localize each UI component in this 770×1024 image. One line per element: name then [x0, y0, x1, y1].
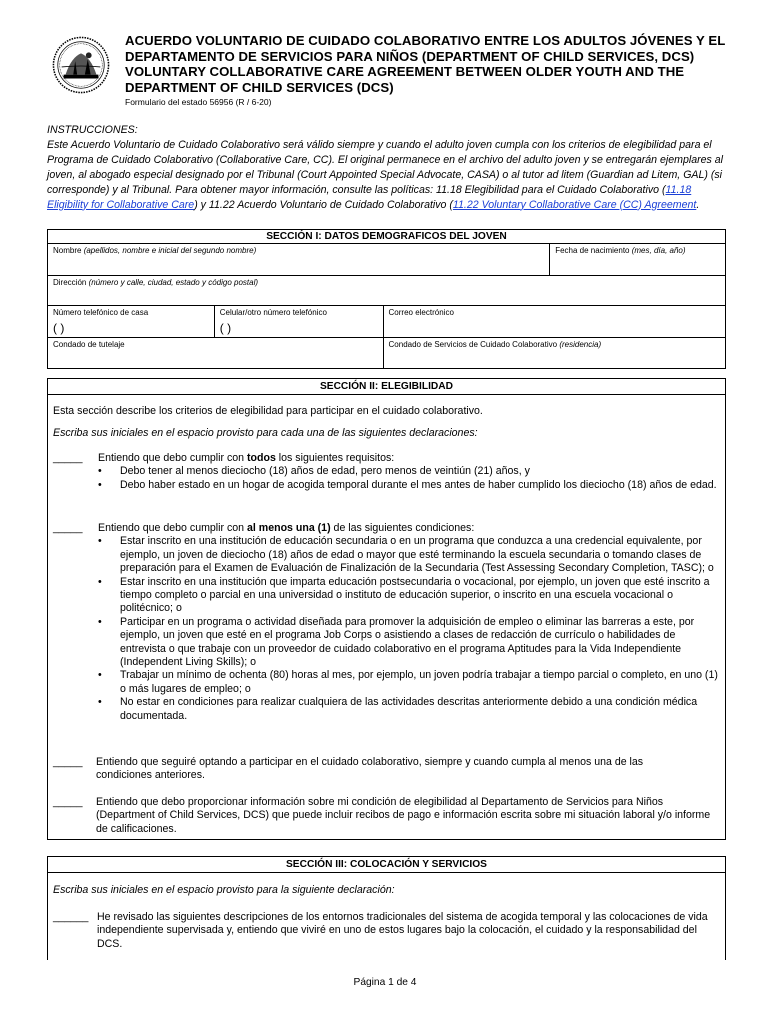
list-item: • Participar en un programa o actividad diseñada para promover la adquisición de empleo o eliminar las barreras a este, por ejemplo, un joven que esté en el programa Job Corps o asistiendo a clases de redacción de currículo o habilidades de entrevista o que trabaje con un proveedor de cuidado colaborativo en el programa Aptitudes para la Vida Independiente (Independent Living Skills); o — [98, 616, 720, 670]
list-item: • Trabajar un mínimo de ochenta (80) horas al mes, por ejemplo, un joven podría trabajar a tiempo parcial o completo, en uno (1) o más lugares de empleo; o — [98, 669, 720, 696]
initials-blank-2[interactable]: _____ — [53, 522, 83, 534]
placement-item-1: He revisado las siguientes descripciones de los entornos tradicionales del sistema de acogida temporal y las colocaciones de vida independiente supervisada y, entiendo que viviré en uno de estos lugares bajo la colocación, el cuidado y la responsabilidad del DCS. — [97, 911, 708, 950]
email-field[interactable]: Correo electrónico — [383, 306, 725, 338]
home-phone-field[interactable]: Número telefónico de casa ( ) — [48, 306, 215, 338]
list-item: • Estar inscrito en una institución que imparta educación postsecundaria o vocacional, por ejemplo, un joven que esté inscrito a tiempo completo o parcial en una universidad o instituto de educación superior, o inscrito en una escuela vocacional o politécnico; o — [98, 576, 720, 616]
dob-field[interactable]: Fecha de nacimiento (mes, día, año) — [550, 244, 726, 276]
section1-heading: SECCIÓN I: DATOS DEMOGRAFICOS DEL JOVEN — [48, 230, 726, 244]
eligibility-item-2: Entiendo que debo cumplir con al menos una (1) de las siguientes condiciones: • Estar inscrito en una institución de educación secundaria o en un programa que conduzca a una credencial equivalente, por ejemplo, un joven de dieciocho (18) años de edad o mayor que esté terminando la escuela secundaria o tomando clases de preparación para el Examen de Evaluación de Finalización de la Secundaria (Test Assessing Secondary Completion, TASC); o • Estar inscrito en una institución que imparta educación postsecundaria o vocacional, por ejemplo, un joven que esté inscrito a tiempo completo o parcial en una universidad o instituto de educación superior, o inscrito en una escuela vocacional o politécnico; o • Participar en un programa o actividad diseñada para promover la adquisición de empleo o eliminar las barreras a este, por ejemplo, un joven que esté en el programa Job Corps o asistiendo a clases de redacción de currículo o habilidades de entrevista o que trabaje con un proveedor de cuidado colaborativo en el programa Aptitudes para la Vida Independiente (Independent Living Skills); o • Trabajar un mínimo de ochenta (80) horas al mes, por ejemplo, un joven podría trabajar a tiempo parcial o completo, en uno (1) o más lugares de empleo; o • No estar en condiciones para realizar cualquiera de las actividades descritas anteriormente debido a una condición médica documentada. — [98, 522, 720, 723]
page-number: Página 1 de 4 — [353, 977, 417, 988]
wardship-county-field[interactable]: Condado de tutelaje — [48, 338, 384, 369]
form-number: Formulario del estado 56956 (R / 6-20) — [125, 97, 272, 107]
eligibility-item-1: Entiendo que debo cumplir con todos los siguientes requisitos: • Debo tener al menos dieciocho (18) años de edad, pero menos de veintiún (21) años, y • Debo haber estado en un hogar de acogida temporal durante el mes antes de haber cumplido los dieciocho (18) años de edad. — [98, 452, 718, 492]
instructions-body: Este Acuerdo Voluntario de Cuidado Colaborativo será válido siempre y cuando el adulto joven cumpla con los criterios de elegibilidad para el Programa de Cuidado Colaborativo (Collaborative Care, CC). El original permanece en el archivo del adulto joven y se entregarán ejemplares al joven, al abogado especial designado por el Tribunal (Court Appointed Special Advocate, CASA) o al tutor ad litem (Guardian ad Litem, GAL) (si corresponde) y al Tribunal. Para obtener mayor información, consulte las políticas: 11.18 Elegibilidad para el Cuidado Colaborativo (11.18 Eligibility for Collaborative Care) y 11.22 Acuerdo Voluntario de Cuidado Colaborativo (11.22 Voluntary Collaborative Care (CC) Agreement. — [47, 138, 724, 211]
section2-intro: Esta sección describe los criterios de elegibilidad para participar en el cuidado colaborativo. — [53, 405, 483, 417]
cell-phone-field[interactable]: Celular/otro número telefónico ( ) — [214, 306, 383, 338]
list-item: • No estar en condiciones para realizar cualquiera de las actividades descritas anteriormente debido a una condición médica documentada. — [98, 696, 720, 723]
list-item: • Estar inscrito en una institución de educación secundaria o en un programa que conduzca a una credencial equivalente, por ejemplo, un joven de dieciocho (18) años de edad o mayor que esté terminando la escuela secundaria o tomando clases de preparación para el Examen de Evaluación de Finalización de la Secundaria (Test Assessing Secondary Completion, TASC); o — [98, 535, 720, 575]
initials-blank-1[interactable]: _____ — [53, 452, 83, 464]
cc-county-field[interactable]: Condado de Servicios de Cuidado Colaborativo (residencia) — [383, 338, 725, 369]
initials-blank-5[interactable]: ______ — [53, 911, 89, 923]
section3-heading: SECCIÓN III: COLOCACIÓN Y SERVICIOS — [48, 857, 725, 873]
list-item: • Debo tener al menos dieciocho (18) años de edad, pero menos de veintiún (21) años, y — [98, 465, 718, 478]
state-seal-logo — [52, 36, 110, 94]
section1-demographics-table — [47, 229, 726, 369]
section2-heading: SECCIÓN II: ELEGIBILIDAD — [48, 379, 725, 395]
eligibility-item-4: Entiendo que debo proporcionar información sobre mi condición de elegibilidad al Departamento de Servicios para Niños (Department of Child Services, DCS) que puede incluir recibos de pago e información escrita sobre mi situación laboral y/o informe de calificaciones. — [96, 796, 711, 835]
initials-blank-4[interactable]: _____ — [53, 796, 83, 808]
list-item: • Debo haber estado en un hogar de acogida temporal durante el mes antes de haber cumplido los dieciocho (18) años de edad. — [98, 479, 718, 492]
form-title: ACUERDO VOLUNTARIO DE CUIDADO COLABORATIVO ENTRE LOS ADULTOS JÓVENES Y EL DEPARTAMENTO DE SERVICIOS PARA NIÑOS (DEPARTMENT OF CHILD SERVICES, DCS) VOLUNTARY COLLABORATIVE CARE AGREEMENT BETWEEN OLDER YOUTH AND THE DEPARTMENT OF CHILD SERVICES (DCS) — [125, 33, 726, 95]
section2-instruction: Escriba sus iniciales en el espacio provisto para cada una de las siguientes declaraciones: — [53, 427, 478, 439]
policy-link-11-18[interactable]: 11.18 Eligibility for Collaborative Care — [47, 183, 692, 211]
address-field[interactable]: Dirección (número y calle, ciudad, estado y código postal) — [48, 276, 726, 306]
policy-link-11-22[interactable]: 11.22 Voluntary Collaborative Care (CC) Agreement — [452, 198, 697, 211]
instructions-block — [47, 123, 731, 212]
eligibility-item-3: Entiendo que seguiré optando a participar en el cuidado colaborativo, siempre y cuando cumpla al menos una de las condiciones anteriores. — [96, 756, 644, 782]
instructions-heading: INSTRUCCIONES: — [47, 124, 138, 136]
section3-instruction: Escriba sus iniciales en el espacio provisto para la siguiente declaración: — [53, 884, 395, 896]
initials-blank-3[interactable]: _____ — [53, 756, 83, 768]
name-field[interactable]: Nombre (apellidos, nombre e inicial del segundo nombre) — [48, 244, 550, 276]
